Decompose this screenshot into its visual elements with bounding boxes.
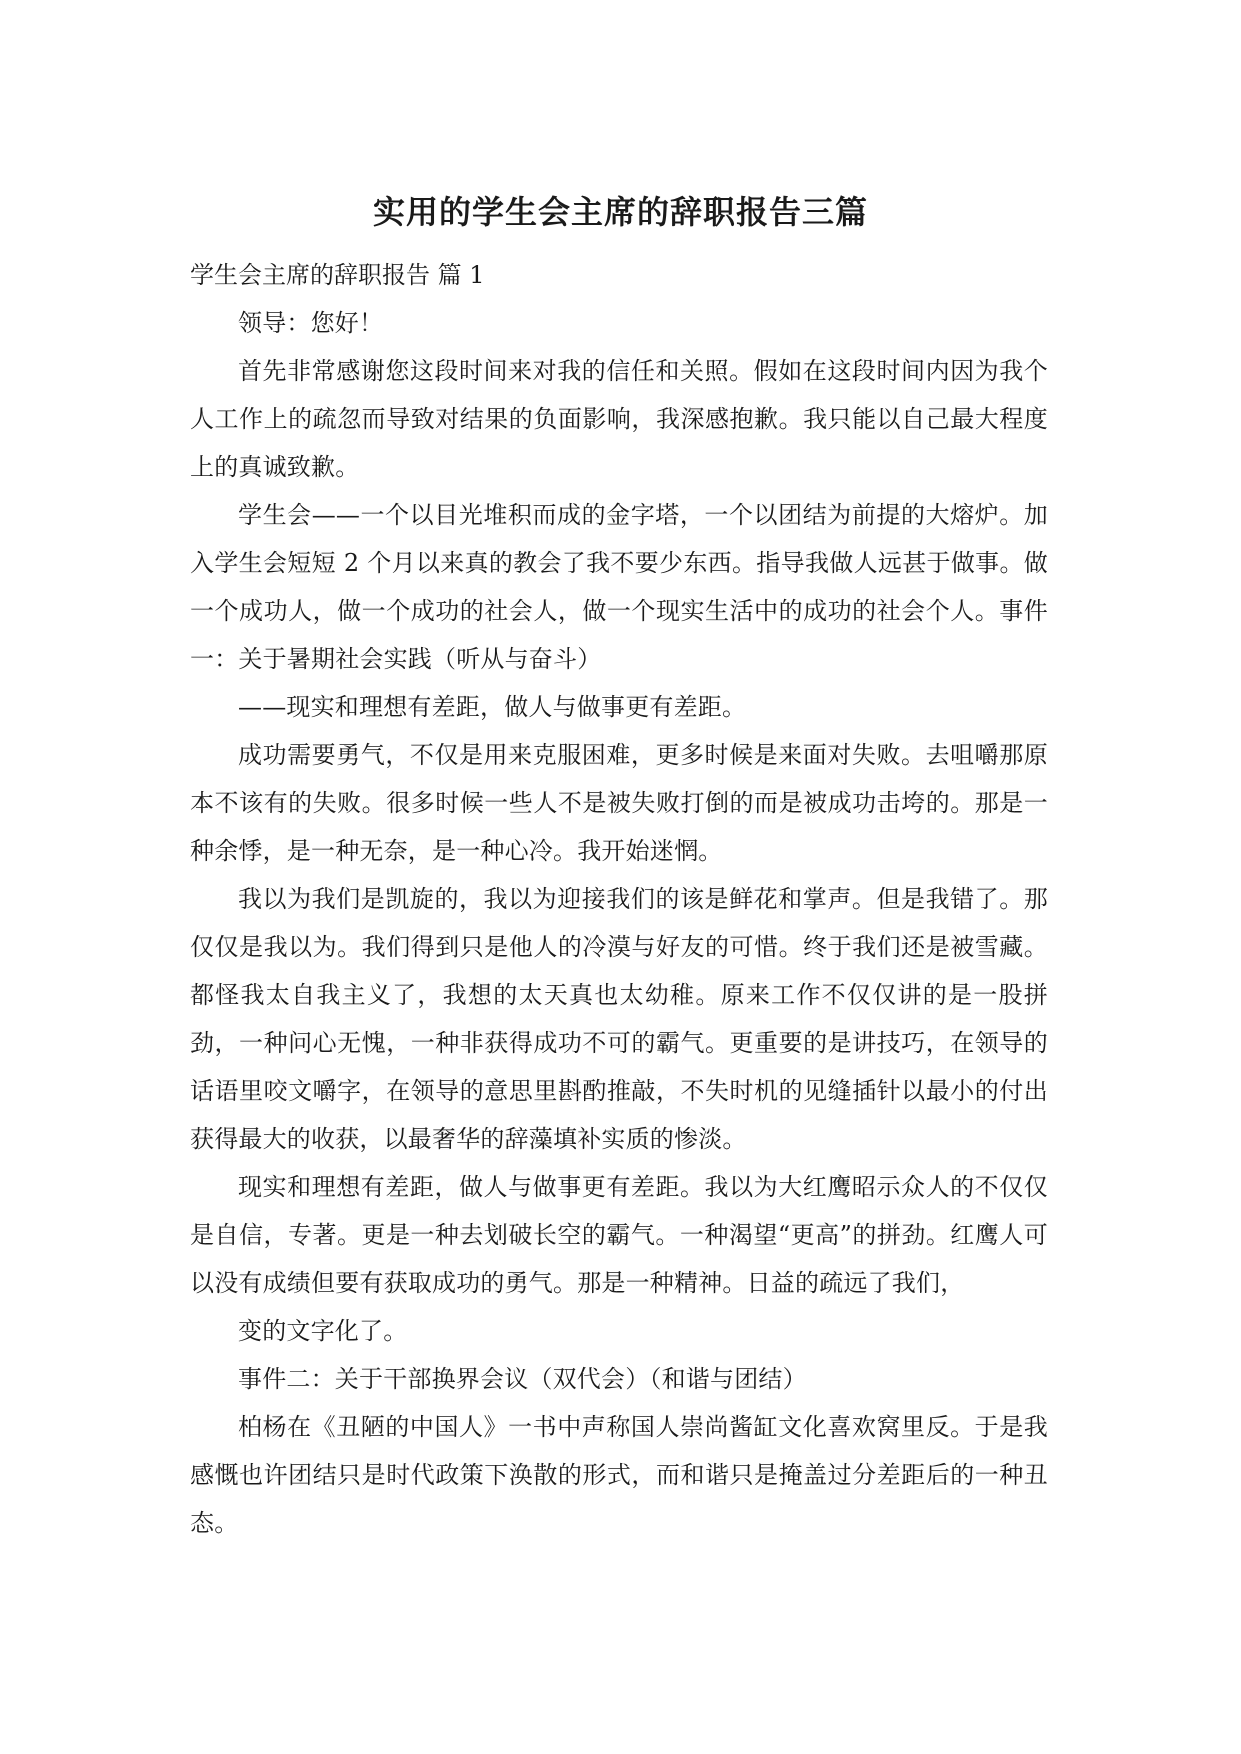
document-body [190, 251, 1048, 1547]
paragraph: 首先非常感谢您这段时间来对我的信任和关照。假如在这段时间内因为我个人工作上的疏忽而导致对结果的负面影响，我深感抱歉。我只能以自己最大程度上的真诚致歉。 [190, 357, 1048, 481]
paragraph: ——现实和理想有差距，做人与做事更有差距。 [238, 693, 747, 721]
paragraph: 事件二：关于干部换界会议（双代会）（和谐与团结） [238, 1365, 807, 1393]
paragraph: 变的文字化了。 [238, 1317, 408, 1345]
paragraph: 现实和理想有差距，做人与做事更有差距。我以为大红鹰昭示众人的不仅仅是自信，专著。更是一种去划破长空的霸气。一种渴望“更高”的拼劲。红鹰人可以没有成绩但要有获取成功的勇气。那是一种精神。日益的疏远了我们， [190, 1173, 1048, 1297]
paragraph-greeting: 领导：您好！ [238, 309, 384, 337]
paragraph: 学生会——一个以目光堆积而成的金字塔，一个以团结为前提的大熔炉。加入学生会短短 2 个月以来真的教会了我不要少东西。指导我做人远甚于做事。做一个成功人，做一个成功的社会人，做一个现实生活中的成功的社会个人。事件一：关于暑期社会实践（听从与奋斗） [190, 501, 1048, 673]
section-heading: 学生会主席的辞职报告 篇 1 [190, 261, 485, 289]
paragraph: 我以为我们是凯旋的，我以为迎接我们的该是鲜花和掌声。但是我错了。那仅仅是我以为。我们得到只是他人的冷漠与好友的可惜。终于我们还是被雪藏。都怪我太自我主义了，我想的太天真也太幼稚。原来工作不仅仅讲的是一股拼劲，一种问心无愧，一种非获得成功不可的霸气。更重要的是讲技巧，在领导的话语里咬文嚼字，在领导的意思里斟酌推敲，不失时机的见缝插针以最小的付出获得最大的收获，以最奢华的辞藻填补实质的惨淡。 [190, 885, 1048, 1153]
paragraph: 成功需要勇气，不仅是用来克服困难，更多时候是来面对失败。去咀嚼那原本不该有的失败。很多时候一些人不是被失败打倒的而是被成功击垮的。那是一种余悸，是一种无奈，是一种心冷。我开始迷惘。 [190, 741, 1048, 865]
paragraph: 柏杨在《丑陋的中国人》一书中声称国人崇尚酱缸文化喜欢窝里反。于是我感慨也许团结只是时代政策下涣散的形式，而和谐只是掩盖过分差距后的一种丑态。 [190, 1413, 1048, 1537]
document-title: 实用的学生会主席的辞职报告三篇 [372, 193, 868, 231]
